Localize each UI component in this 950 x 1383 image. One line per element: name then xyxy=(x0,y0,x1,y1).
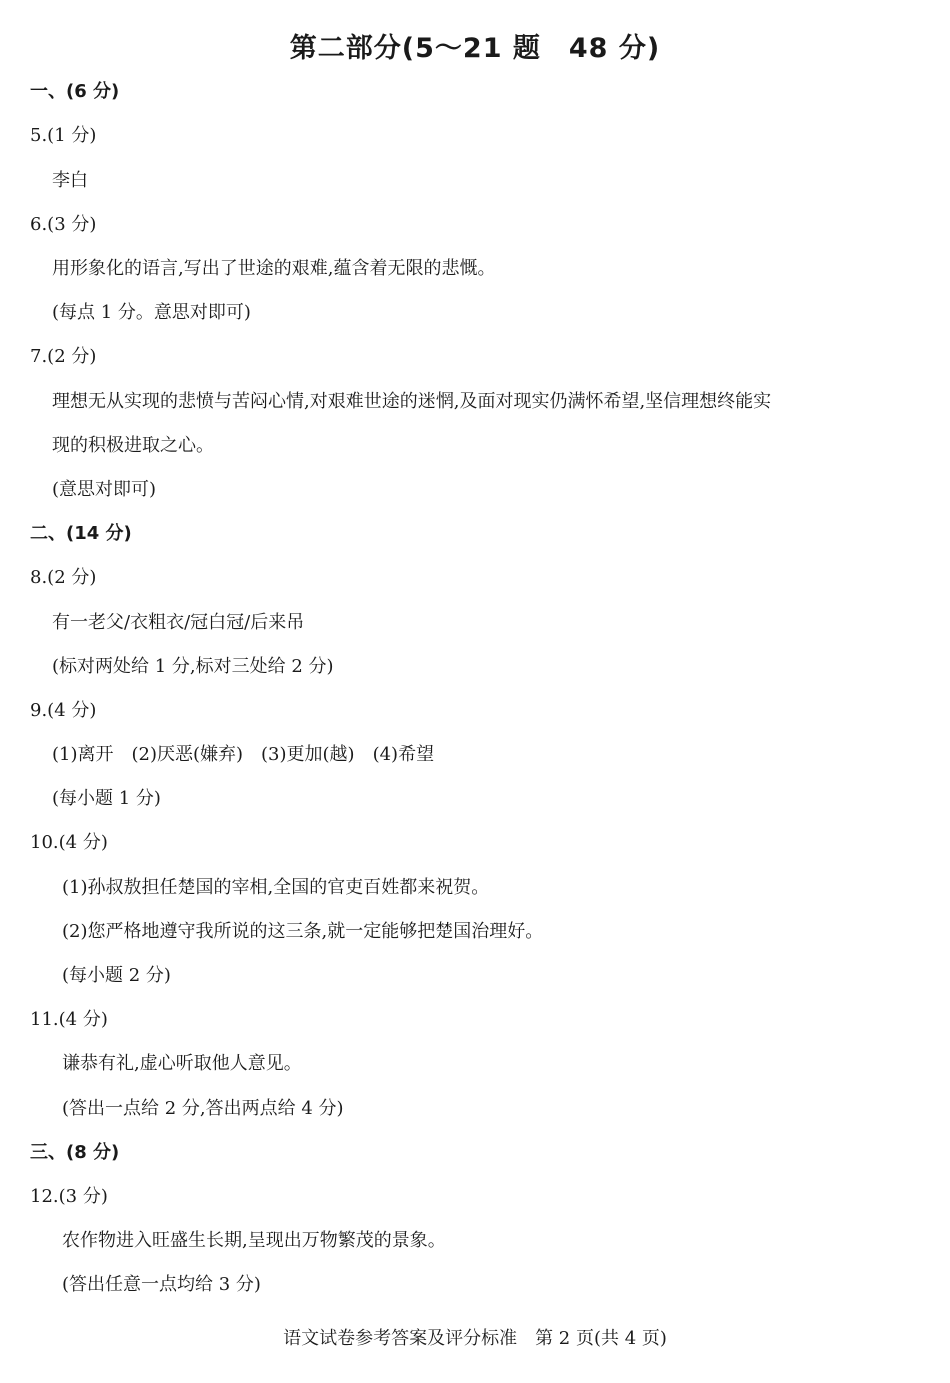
section-heading-1: 一、(6 分) xyxy=(30,81,120,102)
question-10-answer-2: (2)您严格地遵守我所说的这三条,就一定能够把楚国治理好。 xyxy=(62,921,544,942)
question-6-scoring: (每点 1 分。意思对即可) xyxy=(52,302,251,323)
question-6-heading: 6.(3 分) xyxy=(30,214,97,235)
question-12-answer: 农作物进入旺盛生长期,呈现出万物繁茂的景象。 xyxy=(62,1230,446,1251)
question-11-heading: 11.(4 分) xyxy=(30,1009,108,1030)
question-9-heading: 9.(4 分) xyxy=(30,700,97,721)
question-6-answer: 用形象化的语言,写出了世途的艰难,蕴含着无限的悲慨。 xyxy=(52,258,496,279)
question-12-scoring: (答出任意一点均给 3 分) xyxy=(62,1274,261,1295)
section-heading-3: 三、(8 分) xyxy=(30,1142,120,1163)
question-8-scoring: (标对两处给 1 分,标对三处给 2 分) xyxy=(52,656,334,677)
section-heading-2: 二、(14 分) xyxy=(30,523,132,544)
question-7-heading: 7.(2 分) xyxy=(30,346,97,367)
question-9-scoring: (每小题 1 分) xyxy=(52,788,161,809)
page-title: 第二部分(5～21 题 48 分) xyxy=(289,33,661,64)
question-12-heading: 12.(3 分) xyxy=(30,1186,108,1207)
question-7-answer-line-2: 现的积极进取之心。 xyxy=(52,435,214,456)
question-7-scoring: (意思对即可) xyxy=(52,479,157,500)
question-8-heading: 8.(2 分) xyxy=(30,567,97,588)
question-5-answer: 李白 xyxy=(52,170,88,191)
question-10-heading: 10.(4 分) xyxy=(30,832,108,853)
question-11-answer: 谦恭有礼,虚心听取他人意见。 xyxy=(62,1053,302,1074)
question-8-answer: 有一老父/衣粗衣/冠白冠/后来吊 xyxy=(52,612,305,633)
question-7-answer-line-1: 理想无从实现的悲愤与苦闷心情,对艰难世途的迷惘,及面对现实仍满怀希望,坚信理想终能实 xyxy=(52,391,772,412)
question-10-scoring: (每小题 2 分) xyxy=(62,965,171,986)
question-10-answer-1: (1)孙叔敖担任楚国的宰相,全国的官吏百姓都来祝贺。 xyxy=(62,877,490,898)
page-footer: 语文试卷参考答案及评分标准 第 2 页(共 4 页) xyxy=(283,1328,667,1349)
question-11-scoring: (答出一点给 2 分,答出两点给 4 分) xyxy=(62,1098,344,1119)
question-9-answer: (1)离开 (2)厌恶(嫌弃) (3)更加(越) (4)希望 xyxy=(52,744,435,765)
question-5-heading: 5.(1 分) xyxy=(30,125,97,146)
